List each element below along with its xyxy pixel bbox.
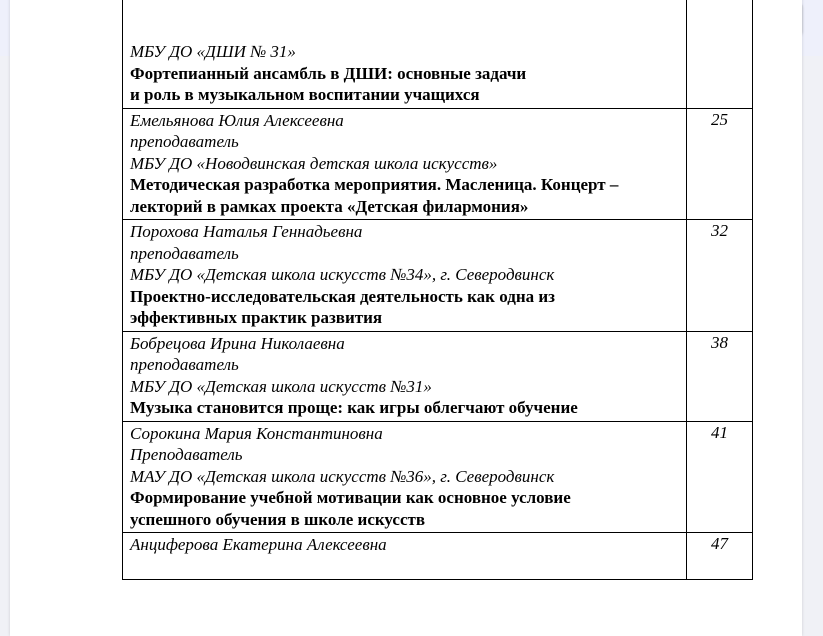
document-viewport[interactable] — [0, 42, 823, 554]
entry-title-line: Фортепианный ансамбль в ДШИ: основные задачи — [130, 63, 527, 83]
entry-cell — [123, 220, 687, 332]
table-row — [123, 220, 753, 332]
entry-role: Преподаватель — [130, 445, 243, 464]
contents-table — [122, 0, 753, 580]
entry-title-line: и роль в музыкальном воспитании учащихся — [130, 85, 480, 104]
entry-title-line: успешного обучения в школе искусств — [130, 509, 426, 529]
entry-cell — [123, 0, 687, 108]
entry-author: Порохова Наталья Геннадьевна — [130, 222, 363, 241]
page-number: 25 — [687, 108, 753, 220]
page-number: 47 — [687, 533, 753, 580]
entry-cell — [123, 533, 687, 580]
table-row — [123, 331, 753, 421]
table-row — [123, 0, 753, 108]
entry-title-line: эффективных практик развития — [130, 308, 383, 327]
entry-cell — [123, 421, 687, 533]
page-number: 38 — [687, 331, 753, 421]
entry-author: Сорокина Мария Константиновна — [130, 423, 383, 443]
entry-title-line: Формирование учебной мотивации как основное условие — [130, 488, 571, 507]
entry-cell — [123, 108, 687, 220]
page-number: 41 — [687, 421, 753, 533]
entry-role: преподаватель — [130, 355, 239, 374]
page-number: 32 — [687, 220, 753, 332]
entry-title-line: Методическая разработка мероприятия. Масленица. Концерт – — [130, 175, 619, 194]
entry-org: МБУ ДО «Новодвинская детская школа искусств» — [130, 153, 498, 173]
entry-title-line: Музыка становится проще: как игры облегчают обучение — [130, 398, 578, 417]
entry-role: преподаватель — [130, 243, 239, 263]
entry-author: Анциферова Екатерина Алексеевна — [130, 535, 387, 554]
pdf-page — [10, 0, 802, 636]
entry-title-line: лекторий в рамках проекта «Детская филармония» — [130, 196, 529, 216]
entry-cell — [123, 331, 687, 421]
entry-role: преподаватель — [130, 132, 239, 151]
entry-org: МАУ ДО «Детская школа искусств №36», г. Северодвинск — [130, 466, 555, 486]
table-row — [123, 108, 753, 220]
page-number — [687, 0, 753, 108]
entry-org: МБУ ДО «Детская школа искусств №34», г. Северодвинск — [130, 265, 555, 284]
entry-org: МБУ ДО «ДШИ № 31» — [130, 42, 296, 61]
entry-title-line: Проектно-исследовательская деятельность как одна из — [130, 286, 555, 306]
entry-author: Емельянова Юлия Алексеевна — [130, 110, 344, 130]
entry-author: Бобрецова Ирина Николаевна — [130, 333, 345, 353]
table-row — [123, 533, 753, 580]
table-row — [123, 421, 753, 533]
entry-org: МБУ ДО «Детская школа искусств №31» — [130, 376, 432, 396]
